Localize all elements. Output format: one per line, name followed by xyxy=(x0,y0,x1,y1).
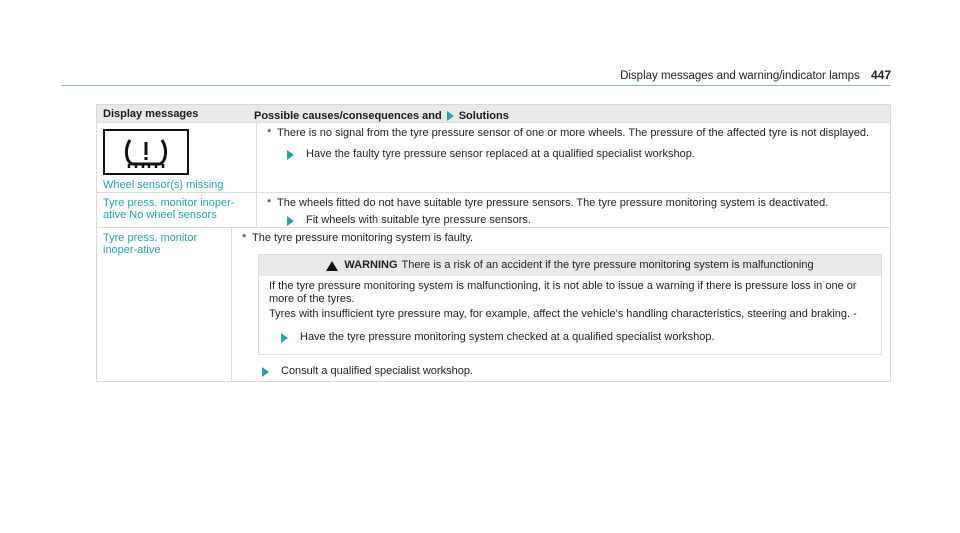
page-header xyxy=(61,68,891,86)
cause-cell xyxy=(257,123,890,192)
warning-paragraph: Tyres with insufficient tyre pressure may, for example, affect the vehicle's handling characteristics, steering and braking. - xyxy=(269,308,857,320)
solution-step xyxy=(267,214,882,227)
warning-paragraph: If the tyre pressure monitoring system is malfunctioning, it is not able to issue a warning if there is pressure loss in one or more of the tyres. xyxy=(269,280,857,305)
warning-triangle-icon xyxy=(326,261,338,271)
section-title: Display messages and warning/indicator lamps xyxy=(620,70,860,82)
table-row xyxy=(97,122,890,192)
cause-marker: * xyxy=(242,232,247,244)
col-header-causes-label: Possible causes/consequences and xyxy=(254,110,442,122)
solution-step xyxy=(242,365,882,378)
page-number: 447 xyxy=(870,68,891,82)
message-cell xyxy=(97,228,232,381)
tyre-pressure-warning-icon xyxy=(103,129,189,175)
message-cell xyxy=(97,193,257,227)
solution-arrow-icon xyxy=(287,216,294,226)
solution-arrow-icon xyxy=(287,150,294,160)
solution-arrow-icon xyxy=(281,333,288,343)
table-row xyxy=(97,227,890,381)
message-cell xyxy=(97,123,257,192)
solution-arrow-icon xyxy=(447,111,454,121)
cause-marker: * xyxy=(267,127,272,139)
warning-box xyxy=(258,254,882,355)
solution-arrow-icon xyxy=(262,367,269,377)
cause-text: The tyre pressure monitoring system is faulty. xyxy=(252,232,474,244)
warning-body xyxy=(259,276,881,354)
messages-table xyxy=(96,104,891,382)
col-header-causes xyxy=(250,105,890,122)
cause-text: There is no signal from the tyre pressure sensor of one or more wheels. The pressure of the affected tyre is not displayed. xyxy=(277,127,870,139)
warning-title: There is a risk of an accident if the tyre pressure monitoring system is malfunctioning xyxy=(401,259,814,271)
solution-text: Have the faulty tyre pressure sensor replaced at a qualified specialist workshop. xyxy=(306,148,695,160)
solution-text: Consult a qualified specialist workshop. xyxy=(281,365,473,377)
cause-cell xyxy=(257,193,890,227)
solution-text: Have the tyre pressure monitoring system checked at a qualified specialist workshop. xyxy=(300,331,715,343)
col-header-solutions-label: Solutions xyxy=(458,110,509,122)
table-header xyxy=(97,105,890,122)
message-text: Wheel sensor(s) missing xyxy=(103,179,224,191)
solution-step xyxy=(267,148,882,161)
cause-cell xyxy=(232,228,890,381)
warning-label: WARNING xyxy=(344,259,398,271)
cause-marker: * xyxy=(267,197,272,209)
message-text: Tyre press. monitor inoper-ative No wheel sensors xyxy=(103,197,235,221)
warning-header xyxy=(259,255,881,276)
solution-text: Fit wheels with suitable tyre pressure sensors. xyxy=(306,214,531,226)
table-row xyxy=(97,192,890,227)
message-text: Tyre press. monitor inoper-ative xyxy=(103,232,198,256)
solution-step xyxy=(269,331,871,344)
cause-text: The wheels fitted do not have suitable tyre pressure sensors. The tyre pressure monitoring system is deactivated. xyxy=(277,197,829,209)
col-header-display-messages: Display messages xyxy=(103,108,199,120)
